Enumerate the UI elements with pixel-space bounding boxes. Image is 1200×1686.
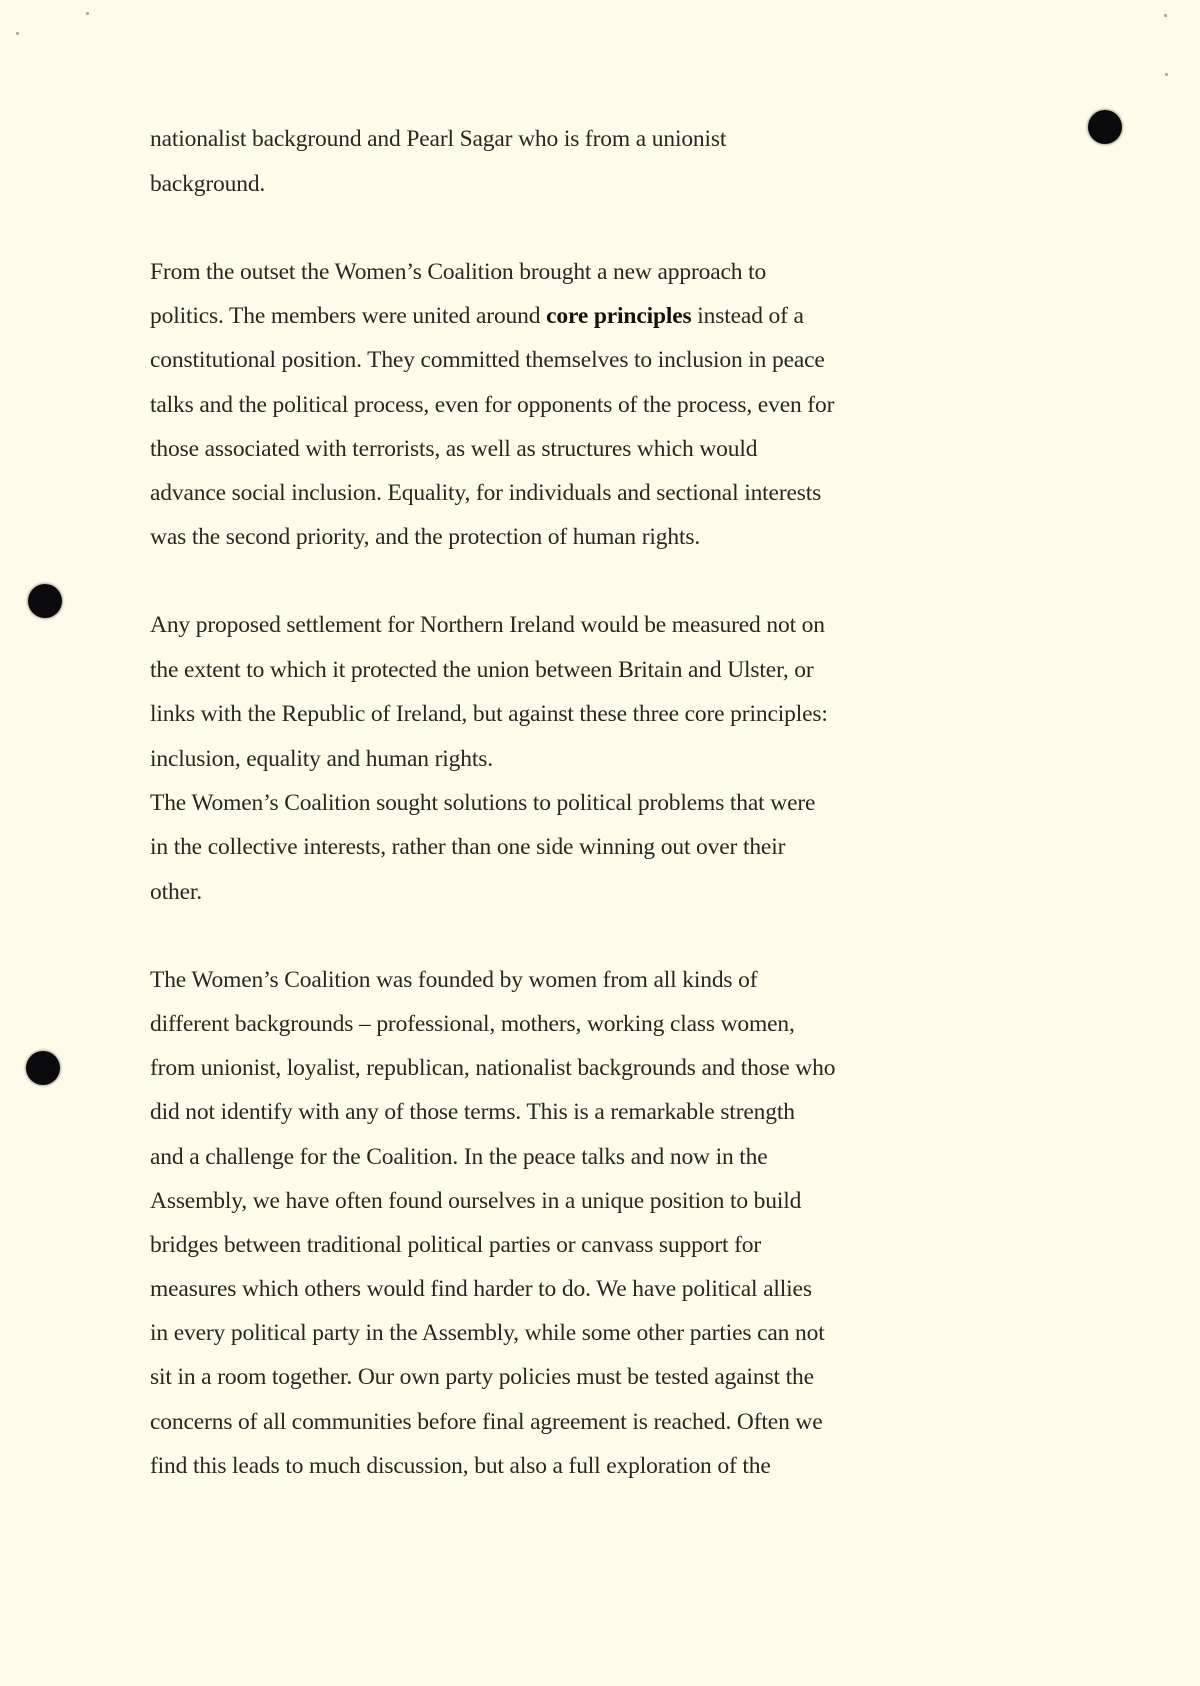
text-line: From the outset the Women’s Coalition brought a new approach to — [150, 259, 767, 285]
text-line: find this leads to much discussion, but also a full exploration of the — [150, 1453, 771, 1479]
text-line: background. — [150, 171, 266, 197]
text-run: politics. The members were united around — [150, 303, 547, 329]
punch-hole-left-lower — [26, 1051, 60, 1085]
text-line: did not identify with any of those terms. This is a remarkable strength — [150, 1099, 795, 1125]
text-line: other. — [150, 879, 202, 905]
text-line: those associated with terrorists, as well as structures which would — [150, 436, 758, 462]
text-line: talks and the political process, even for opponents of the process, even for — [150, 392, 835, 418]
scan-speck — [1165, 73, 1168, 76]
text-line: from unionist, loyalist, republican, nationalist backgrounds and those who — [150, 1055, 836, 1081]
text-line: Assembly, we have often found ourselves in a unique position to build — [150, 1188, 802, 1214]
text-line: The Women’s Coalition was founded by women from all kinds of — [150, 967, 758, 993]
text-line: inclusion, equality and human rights. — [150, 746, 493, 772]
text-line: concerns of all communities before final agreement is reached. Often we — [150, 1409, 823, 1435]
scan-speck — [16, 32, 19, 35]
text-line: and a challenge for the Coalition. In the peace talks and now in the — [150, 1144, 768, 1170]
text-line: was the second priority, and the protection of human rights. — [150, 524, 701, 550]
text-line: The Women’s Coalition sought solutions to political problems that were — [150, 790, 816, 816]
text-line: in the collective interests, rather than one side winning out over their — [150, 834, 786, 860]
text-line: links with the Republic of Ireland, but against these three core principles: — [150, 701, 828, 727]
text-line: in every political party in the Assembly, while some other parties can not — [150, 1320, 825, 1346]
bold-phrase-core-principles: core principles — [546, 303, 692, 329]
punch-hole-left-upper — [28, 584, 62, 618]
scan-speck — [86, 12, 89, 15]
text-line-with-bold — [150, 305, 804, 329]
text-line: bridges between traditional political parties or canvass support for — [150, 1232, 762, 1258]
text-line: the extent to which it protected the union between Britain and Ulster, or — [150, 657, 814, 683]
text-line: advance social inclusion. Equality, for individuals and sectional interests — [150, 480, 822, 506]
text-run: instead of a — [691, 303, 804, 329]
punch-hole-top-right — [1088, 110, 1122, 144]
text-line: different backgrounds – professional, mothers, working class women, — [150, 1011, 795, 1037]
text-line: sit in a room together. Our own party policies must be tested against the — [150, 1364, 814, 1390]
text-line: constitutional position. They committed themselves to inclusion in peace — [150, 347, 825, 373]
text-line: measures which others would find harder to do. We have political allies — [150, 1276, 812, 1302]
text-line: nationalist background and Pearl Sagar who is from a unionist — [150, 126, 727, 152]
scan-speck — [1164, 14, 1167, 17]
text-line: Any proposed settlement for Northern Ireland would be measured not on — [150, 612, 825, 638]
